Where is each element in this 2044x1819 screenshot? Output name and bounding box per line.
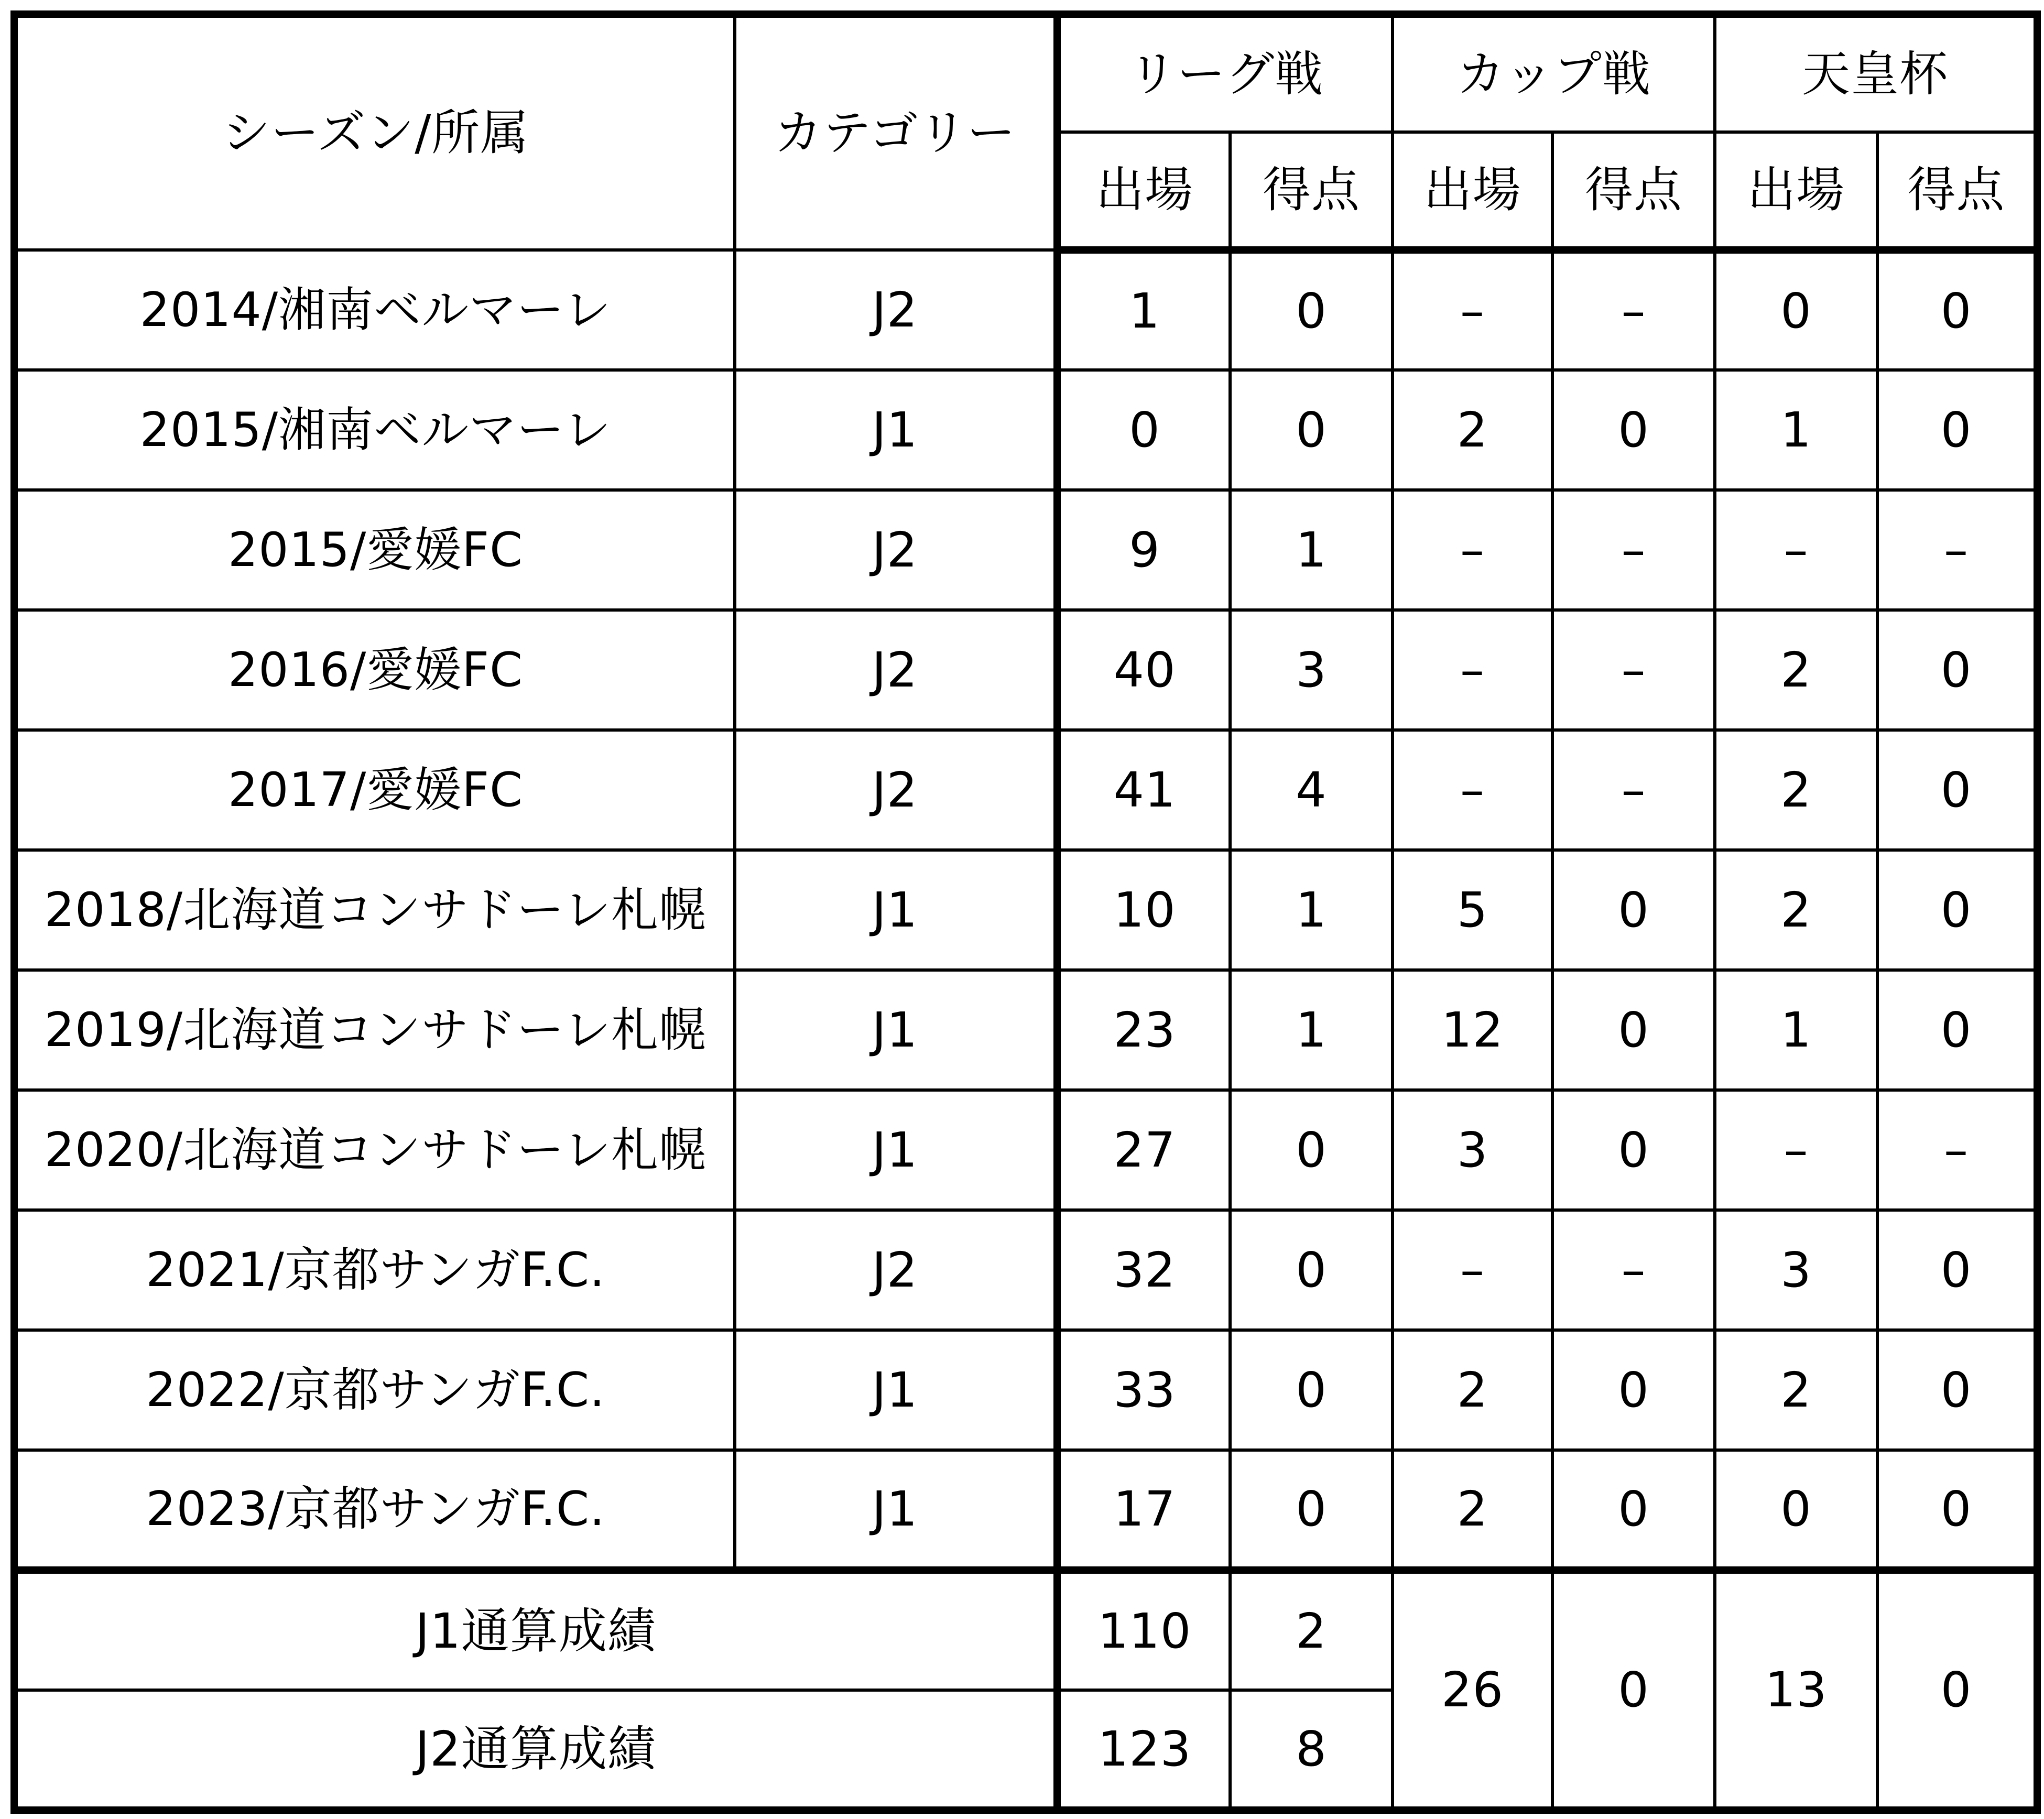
header-season: シーズン/所属 xyxy=(14,14,735,250)
emperor-goals-cell: – xyxy=(1877,490,2037,610)
emperor-apps-cell: – xyxy=(1715,1090,1877,1210)
table-row xyxy=(14,1210,2037,1330)
cup-apps-cell: 2 xyxy=(1393,1450,1552,1570)
season-cell: 2016/愛媛FC xyxy=(14,610,735,730)
league-apps-cell: 17 xyxy=(1057,1450,1230,1570)
table-row xyxy=(14,1330,2037,1450)
emperor-apps-cell: 0 xyxy=(1715,250,1877,370)
league-apps-cell: 32 xyxy=(1057,1210,1230,1330)
cup-apps-cell: 2 xyxy=(1393,1330,1552,1450)
table-row xyxy=(14,1090,2037,1210)
cup-goals-cell: – xyxy=(1552,1210,1715,1330)
emperor-goals-cell: 0 xyxy=(1877,1450,2037,1570)
cup-goals-cell: – xyxy=(1552,610,1715,730)
season-cell: 2020/北海道コンサドーレ札幌 xyxy=(14,1090,735,1210)
cup-apps-cell: – xyxy=(1393,610,1552,730)
emperor-apps-cell: – xyxy=(1715,490,1877,610)
emperor-goals-cell: 0 xyxy=(1877,370,2037,490)
category-cell: J1 xyxy=(735,1330,1057,1450)
emperor-goals-cell: 0 xyxy=(1877,970,2037,1090)
header-emperor-goals: 得点 xyxy=(1877,132,2037,250)
league-apps-cell: 1 xyxy=(1057,250,1230,370)
cup-goals-cell: 0 xyxy=(1552,1330,1715,1450)
league-apps-cell: 41 xyxy=(1057,730,1230,850)
career-stats-table xyxy=(10,10,2041,1814)
cup-goals-cell: 0 xyxy=(1552,1090,1715,1210)
cup-apps-cell: 5 xyxy=(1393,850,1552,970)
season-cell: 2014/湘南ベルマーレ xyxy=(14,250,735,370)
cup-apps-cell: 3 xyxy=(1393,1090,1552,1210)
table-row xyxy=(14,610,2037,730)
cup-goals-cell: 0 xyxy=(1552,1450,1715,1570)
league-goals-cell: 0 xyxy=(1230,1330,1393,1450)
season-cell: 2015/湘南ベルマーレ xyxy=(14,370,735,490)
table-body xyxy=(14,14,2037,1810)
totals-emperor-goals: 0 xyxy=(1877,1570,2037,1810)
cup-apps-cell: – xyxy=(1393,490,1552,610)
totals-cup-goals: 0 xyxy=(1552,1570,1715,1810)
season-cell: 2021/京都サンガF.C. xyxy=(14,1210,735,1330)
league-goals-cell: 3 xyxy=(1230,610,1393,730)
league-goals-cell: 1 xyxy=(1230,850,1393,970)
totals-j2-league-apps: 123 xyxy=(1057,1690,1230,1810)
table-row xyxy=(14,490,2037,610)
header-cup: カップ戦 xyxy=(1393,14,1715,132)
emperor-apps-cell: 2 xyxy=(1715,850,1877,970)
header-cup-apps: 出場 xyxy=(1393,132,1552,250)
emperor-goals-cell: 0 xyxy=(1877,850,2037,970)
category-cell: J1 xyxy=(735,1450,1057,1570)
table-row xyxy=(14,850,2037,970)
cup-goals-cell: – xyxy=(1552,250,1715,370)
league-goals-cell: 0 xyxy=(1230,1090,1393,1210)
header-league: リーグ戦 xyxy=(1057,14,1393,132)
category-cell: J2 xyxy=(735,250,1057,370)
header-emperor: 天皇杯 xyxy=(1715,14,2037,132)
cup-goals-cell: – xyxy=(1552,730,1715,850)
league-apps-cell: 10 xyxy=(1057,850,1230,970)
emperor-goals-cell: 0 xyxy=(1877,730,2037,850)
cup-apps-cell: – xyxy=(1393,730,1552,850)
emperor-apps-cell: 2 xyxy=(1715,730,1877,850)
league-goals-cell: 1 xyxy=(1230,490,1393,610)
league-goals-cell: 4 xyxy=(1230,730,1393,850)
header-league-goals: 得点 xyxy=(1230,132,1393,250)
league-goals-cell: 0 xyxy=(1230,370,1393,490)
season-cell: 2023/京都サンガF.C. xyxy=(14,1450,735,1570)
emperor-goals-cell: 0 xyxy=(1877,250,2037,370)
league-apps-cell: 0 xyxy=(1057,370,1230,490)
totals-j1-league-apps: 110 xyxy=(1057,1570,1230,1690)
category-cell: J2 xyxy=(735,1210,1057,1330)
season-cell: 2017/愛媛FC xyxy=(14,730,735,850)
totals-cup-apps: 26 xyxy=(1393,1570,1552,1810)
season-cell: 2022/京都サンガF.C. xyxy=(14,1330,735,1450)
totals-j2-league-goals: 8 xyxy=(1230,1690,1393,1810)
category-cell: J1 xyxy=(735,970,1057,1090)
category-cell: J1 xyxy=(735,850,1057,970)
league-goals-cell: 0 xyxy=(1230,250,1393,370)
category-cell: J1 xyxy=(735,1090,1057,1210)
cup-goals-cell: – xyxy=(1552,490,1715,610)
league-apps-cell: 23 xyxy=(1057,970,1230,1090)
cup-apps-cell: 12 xyxy=(1393,970,1552,1090)
emperor-goals-cell: – xyxy=(1877,1090,2037,1210)
table-row xyxy=(14,970,2037,1090)
emperor-apps-cell: 0 xyxy=(1715,1450,1877,1570)
category-cell: J2 xyxy=(735,730,1057,850)
totals-j1-league-goals: 2 xyxy=(1230,1570,1393,1690)
league-apps-cell: 9 xyxy=(1057,490,1230,610)
category-cell: J2 xyxy=(735,490,1057,610)
emperor-apps-cell: 2 xyxy=(1715,1330,1877,1450)
header-category: カテゴリー xyxy=(735,14,1057,250)
totals-row-j1 xyxy=(14,1570,2037,1690)
table-row xyxy=(14,250,2037,370)
emperor-goals-cell: 0 xyxy=(1877,610,2037,730)
emperor-apps-cell: 3 xyxy=(1715,1210,1877,1330)
cup-apps-cell: 2 xyxy=(1393,370,1552,490)
league-goals-cell: 0 xyxy=(1230,1450,1393,1570)
cup-goals-cell: 0 xyxy=(1552,850,1715,970)
season-cell: 2015/愛媛FC xyxy=(14,490,735,610)
category-cell: J2 xyxy=(735,610,1057,730)
header-league-apps: 出場 xyxy=(1057,132,1230,250)
emperor-goals-cell: 0 xyxy=(1877,1330,2037,1450)
league-apps-cell: 33 xyxy=(1057,1330,1230,1450)
emperor-apps-cell: 2 xyxy=(1715,610,1877,730)
emperor-apps-cell: 1 xyxy=(1715,370,1877,490)
totals-j2-label: J2通算成績 xyxy=(14,1690,1057,1810)
cup-apps-cell: – xyxy=(1393,250,1552,370)
season-cell: 2018/北海道コンサドーレ札幌 xyxy=(14,850,735,970)
totals-emperor-apps: 13 xyxy=(1715,1570,1877,1810)
league-apps-cell: 27 xyxy=(1057,1090,1230,1210)
cup-goals-cell: 0 xyxy=(1552,370,1715,490)
category-cell: J1 xyxy=(735,370,1057,490)
emperor-goals-cell: 0 xyxy=(1877,1210,2037,1330)
cup-goals-cell: 0 xyxy=(1552,970,1715,1090)
cup-apps-cell: – xyxy=(1393,1210,1552,1330)
table-row xyxy=(14,1450,2037,1570)
header-emperor-apps: 出場 xyxy=(1715,132,1877,250)
emperor-apps-cell: 1 xyxy=(1715,970,1877,1090)
league-goals-cell: 0 xyxy=(1230,1210,1393,1330)
table-row xyxy=(14,730,2037,850)
header-cup-goals: 得点 xyxy=(1552,132,1715,250)
league-goals-cell: 1 xyxy=(1230,970,1393,1090)
table-row xyxy=(14,370,2037,490)
header-row-groups xyxy=(14,14,2037,132)
league-apps-cell: 40 xyxy=(1057,610,1230,730)
season-cell: 2019/北海道コンサドーレ札幌 xyxy=(14,970,735,1090)
totals-j1-label: J1通算成績 xyxy=(14,1570,1057,1690)
